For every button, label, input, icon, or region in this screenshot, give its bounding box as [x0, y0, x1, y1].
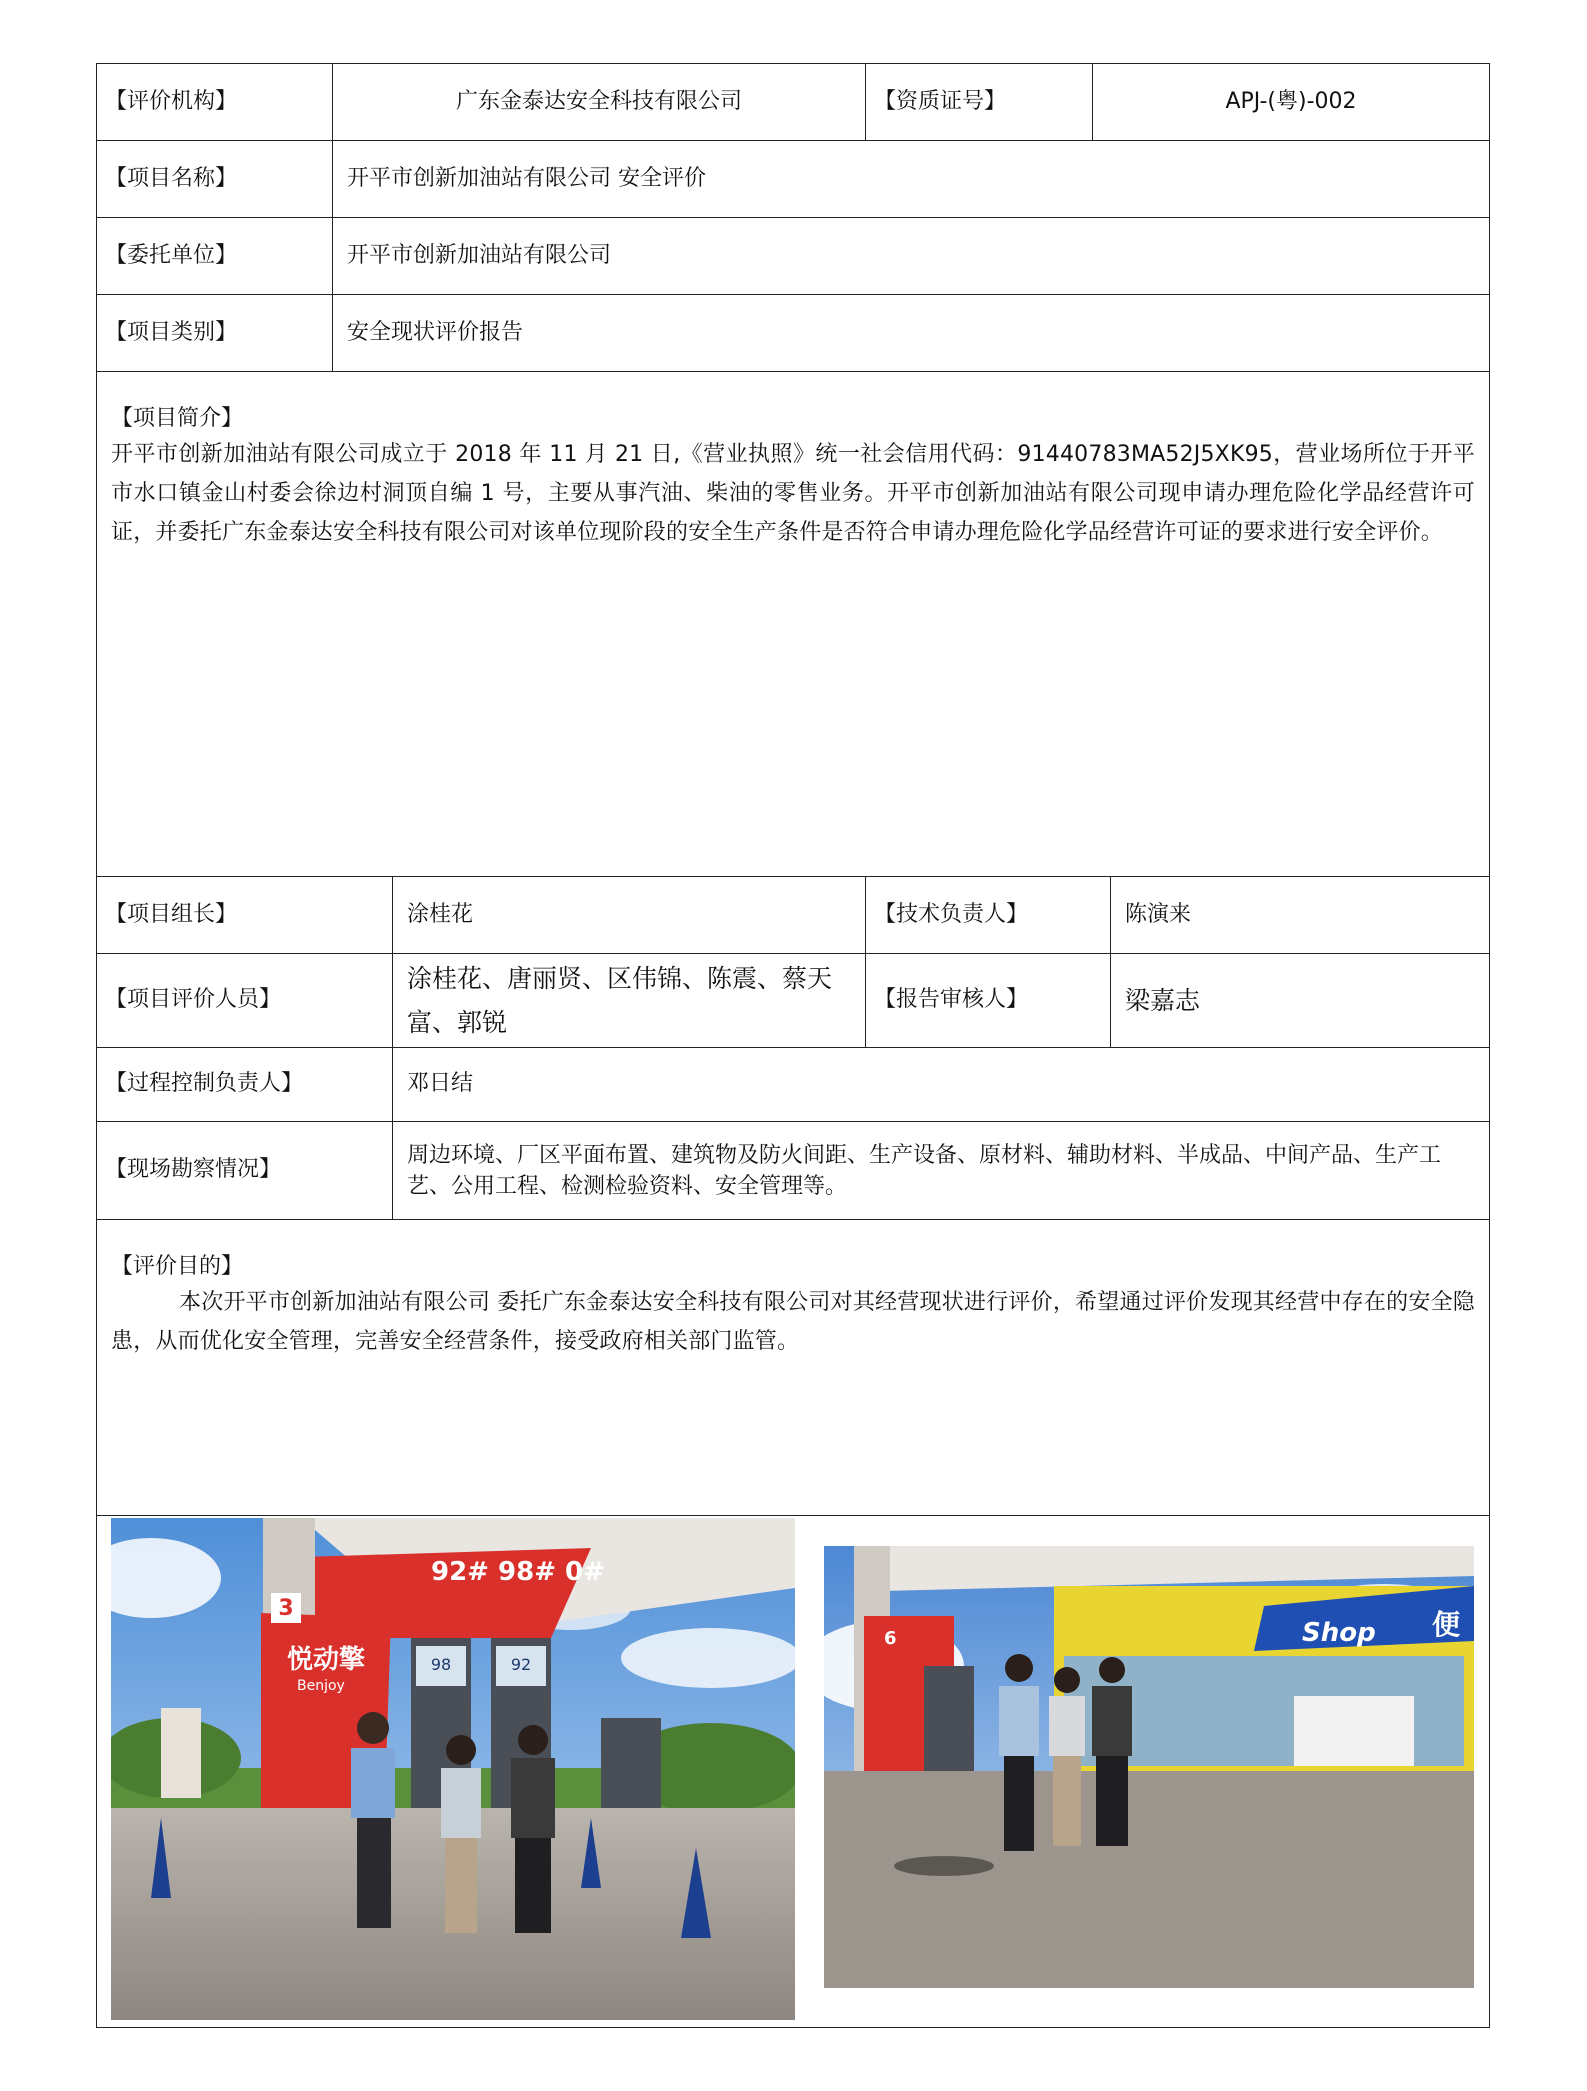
purpose-label: 【评价目的】 — [111, 1254, 244, 1279]
survey-value: 周边环境、厂区平面布置、建筑物及防火间距、生产设备、原材料、辅助材料、半成品、中间产品、生产工艺、公用工程、检测检验资料、安全管理等。 — [393, 1122, 1490, 1220]
reviewer-value: 梁嘉志 — [1111, 954, 1490, 1048]
row-process-control — [97, 1048, 1490, 1122]
row-organization — [97, 64, 1490, 141]
tech-lead-value: 陈演来 — [1111, 877, 1490, 954]
intro-text: 开平市创新加油站有限公司成立于 2018 年 11 月 21 日,《营业执照》统一社会信用代码：91440783MA52J5XK95，营业场所位于开平市水口镇金山村委会徐边村洞顶自编 1 号，主要从事汽油、柴油的零售业务。开平市创新加油站有限公司现申请办理危险化学品经营许可证，并委托广东金泰达安全科技有限公司对该单位现阶段的安全生产条件是否符合申请办理危险化学品经营许可证的要求进行安全评价。 — [111, 442, 1475, 545]
process-value: 邓日结 — [393, 1048, 1490, 1122]
client-value: 开平市创新加油站有限公司 — [333, 218, 1490, 295]
evaluation-record-table — [96, 63, 1490, 2028]
site-photo-pumps — [111, 1518, 795, 2020]
leader-label: 【项目组长】 — [97, 877, 393, 954]
cert-value: APJ-(粤)-002 — [1093, 64, 1490, 141]
shop-sign-label: Shop — [1302, 1618, 1376, 1648]
row-project-name — [97, 141, 1490, 218]
process-label: 【过程控制负责人】 — [97, 1048, 393, 1122]
site-photo-shop-image — [824, 1546, 1474, 1988]
staff-value: 涂桂花、唐丽贤、区伟锦、陈震、蔡天富、郭锐 — [393, 954, 866, 1048]
reviewer-label: 【报告审核人】 — [866, 954, 1111, 1048]
fuel-grades-label: 92# 98# 0# — [431, 1557, 605, 1587]
project-name-value: 开平市创新加油站有限公司 安全评价 — [333, 141, 1490, 218]
purpose-section — [97, 1220, 1490, 1516]
project-name-label: 【项目名称】 — [97, 141, 333, 218]
intro-label: 【项目简介】 — [111, 406, 244, 431]
canopy-brand-label: 悦动擎 — [287, 1645, 366, 1675]
cert-label: 【资质证号】 — [866, 64, 1093, 141]
pump-a-grade: 98 — [430, 1655, 452, 1674]
row-site-survey — [97, 1122, 1490, 1220]
category-value: 安全现状评价报告 — [333, 295, 1490, 372]
leader-value: 涂桂花 — [393, 877, 866, 954]
site-photos — [97, 1516, 1490, 2028]
staff-label: 【项目评价人员】 — [97, 954, 393, 1048]
row-leader — [97, 877, 1490, 954]
site-photo-shop — [824, 1546, 1474, 1988]
project-intro-section — [97, 372, 1490, 877]
row-client — [97, 218, 1490, 295]
purpose-text: 本次开平市创新加油站有限公司 委托广东金泰达安全科技有限公司对其经营现状进行评价，希望通过评价发现其经营中存在的安全隐患，从而优化安全管理，完善安全经营条件，接受政府相关部门监管。 — [111, 1290, 1475, 1354]
pump-b-grade: 92 — [510, 1655, 532, 1674]
canopy-brand-en-label: Benjoy — [297, 1678, 345, 1694]
client-label: 【委托单位】 — [97, 218, 333, 295]
row-category — [97, 295, 1490, 372]
pump-number-label: 3 — [278, 1596, 294, 1621]
category-label: 【项目类别】 — [97, 295, 333, 372]
site-photo-pumps-image — [111, 1518, 795, 2020]
org-value: 广东金泰达安全科技有限公司 — [333, 64, 866, 141]
org-label: 【评价机构】 — [97, 64, 333, 141]
survey-label: 【现场勘察情况】 — [97, 1122, 393, 1220]
shop-char-label: 便 — [1432, 1608, 1461, 1641]
tech-lead-label: 【技术负责人】 — [866, 877, 1111, 954]
row-staff — [97, 954, 1490, 1048]
pump-number-label-2: 6 — [884, 1628, 897, 1649]
